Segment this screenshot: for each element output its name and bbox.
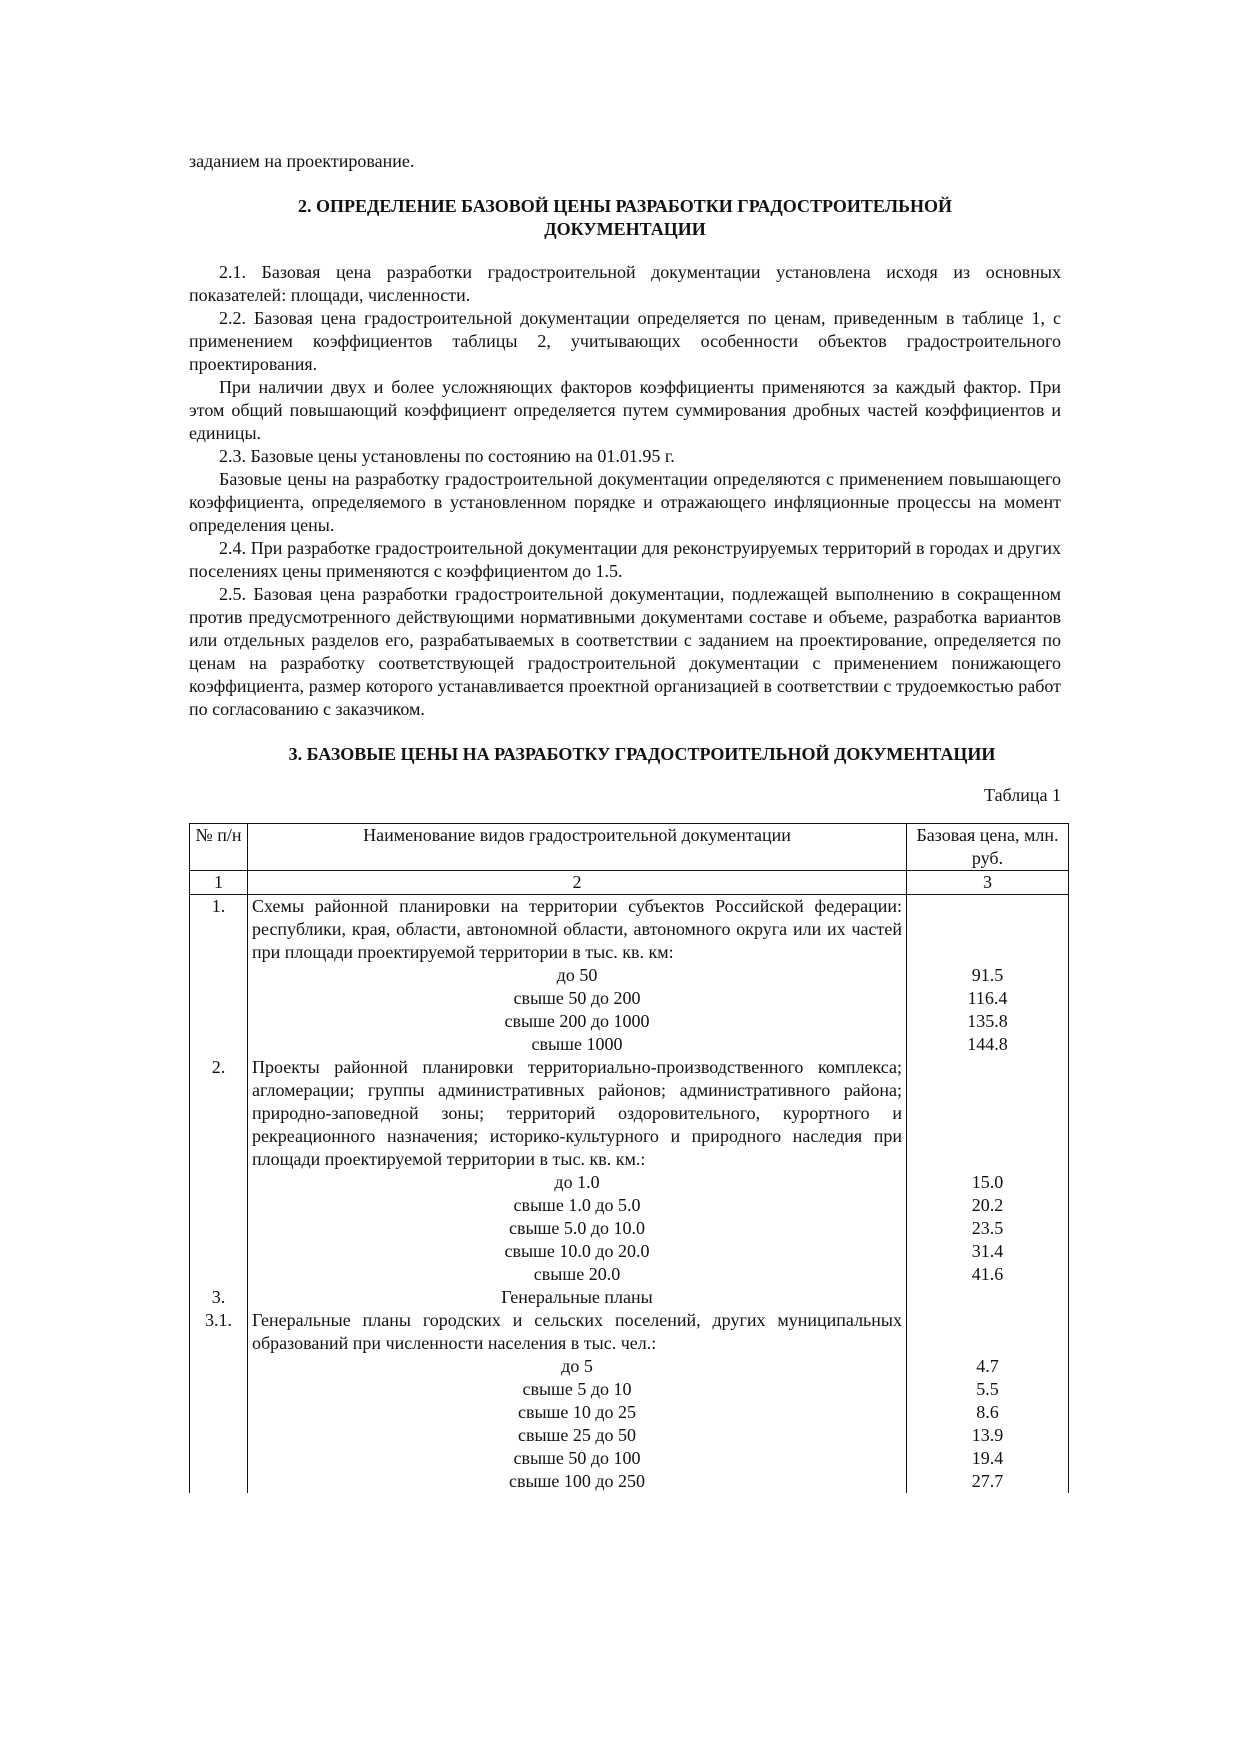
table-body [190,895,1069,1494]
row-name-cell: свыше 10 до 25 [248,1401,907,1424]
row-price-cell: 20.2 [907,1194,1069,1217]
row-price-cell [907,895,1069,965]
row-name-cell: свыше 1.0 до 5.0 [248,1194,907,1217]
table-caption: Таблица 1 [984,785,1061,805]
table-row [190,1401,1069,1424]
row-number-cell [190,1217,248,1240]
table-header-row [190,824,1069,871]
column-number: 2 [248,871,907,895]
table-row [190,1378,1069,1401]
table-row [190,1424,1069,1447]
table-row [190,1217,1069,1240]
table-row [190,1286,1069,1309]
row-number-cell [190,1401,248,1424]
header-price: Базовая цена, млн. руб. [907,824,1069,871]
row-price-cell: 31.4 [907,1240,1069,1263]
table-row [190,987,1069,1010]
row-name-cell: свыше 1000 [248,1033,907,1056]
row-name-cell: свыше 5 до 10 [248,1378,907,1401]
header-no: № п/н [190,824,248,871]
header-name: Наименование видов градостроительной документации [248,824,907,871]
row-number-cell [190,1240,248,1263]
row-price-cell [907,1056,1069,1171]
row-price-cell: 116.4 [907,987,1069,1010]
row-number-cell [190,1378,248,1401]
price-table [189,823,1069,1493]
table-row [190,1263,1069,1286]
row-name-cell: Генеральные планы [248,1286,907,1309]
intro-line: заданием на проектирование. [189,151,415,171]
row-number-cell [190,1194,248,1217]
section-2-title: 2. ОПРЕДЕЛЕНИЕ БАЗОВОЙ ЦЕНЫ РАЗРАБОТКИ ГРАДОСТРОИТЕЛЬНОЙ ДОКУМЕНТАЦИИ [298,196,952,239]
table-column-numbers-row [190,871,1069,895]
row-price-cell: 19.4 [907,1447,1069,1470]
row-number-cell: 2. [190,1056,248,1171]
row-name-cell: свыше 50 до 200 [248,987,907,1010]
row-name-cell: Проекты районной планировки территориально-производственного комплекса; агломерации; группы административных районов; административного района; природно-заповедной зоны; территорий оздоровительного, курортного и рекреационного назначения; историко-культурного и природного наследия при площади проектируемой территории в тыс. кв. км.: [248,1056,907,1171]
row-price-cell: 15.0 [907,1171,1069,1194]
row-price-cell: 5.5 [907,1378,1069,1401]
row-number-cell [190,1033,248,1056]
row-number-cell [190,1470,248,1493]
row-name-cell: до 1.0 [248,1171,907,1194]
row-price-cell: 8.6 [907,1401,1069,1424]
row-price-cell: 4.7 [907,1355,1069,1378]
section-3-title: 3. БАЗОВЫЕ ЦЕНЫ НА РАЗРАБОТКУ ГРАДОСТРОИТЕЛЬНОЙ ДОКУМЕНТАЦИИ [288,744,996,764]
row-number-cell: 3.1. [190,1309,248,1355]
row-name-cell: свыше 100 до 250 [248,1470,907,1493]
row-name-cell: Генеральные планы городских и сельских поселений, других муниципальных образований при численности населения в тыс. чел.: [248,1309,907,1355]
table-row [190,1240,1069,1263]
paragraph-factors: При наличии двух и более усложняющих факторов коэффициенты применяются за каждый фактор. При этом общий повышающий коэффициент определяется путем суммирования дробных частей коэффициентов и единицы. [189,377,1061,443]
paragraph-base-prices: Базовые цены на разработку градостроительной документации определяются с применением повышающего коэффициента, определяемого в установленном порядке и отражающего инфляционные процессы на момент определения цены. [189,469,1061,535]
row-price-cell: 23.5 [907,1217,1069,1240]
row-number-cell [190,1263,248,1286]
table-row [190,1010,1069,1033]
row-name-cell: свыше 25 до 50 [248,1424,907,1447]
table-row [190,964,1069,987]
row-price-cell [907,1286,1069,1309]
table-row [190,1033,1069,1056]
column-number: 1 [190,871,248,895]
table-row [190,1447,1069,1470]
row-name-cell: свыше 20.0 [248,1263,907,1286]
table-row [190,895,1069,965]
document-page [189,150,1061,1493]
row-name-cell: свыше 10.0 до 20.0 [248,1240,907,1263]
row-number-cell [190,1171,248,1194]
column-number: 3 [907,871,1069,895]
row-number-cell: 3. [190,1286,248,1309]
row-name-cell: Схемы районной планировки на территории субъектов Российской федерации: республики, края, области, автономной области, автономного округа или их частей при площади проектируемой территории в тыс. кв. км: [248,895,907,965]
paragraph-2-3: 2.3. Базовые цены установлены по состоянию на 01.01.95 г. [219,446,675,466]
table-row [190,1470,1069,1493]
row-price-cell: 91.5 [907,964,1069,987]
row-name-cell: свыше 50 до 100 [248,1447,907,1470]
row-name-cell: свыше 5.0 до 10.0 [248,1217,907,1240]
table-row [190,1194,1069,1217]
table-row [190,1171,1069,1194]
table-row [190,1309,1069,1355]
row-price-cell: 27.7 [907,1470,1069,1493]
row-price-cell [907,1309,1069,1355]
row-number-cell [190,1355,248,1378]
paragraph-2-5: 2.5. Базовая цена разработки градостроительной документации, подлежащей выполнению в сокращенном против предусмотренного действующими нормативными документами составе и объеме, разработка вариантов или отдельных разделов его, разрабатываемых в соответствии с заданием на проектирование, определяется по ценам на разработку соответствующей градостроительной документации с применением понижающего коэффициента, размер которого устанавливается проектной организацией в соответствии с трудоемкостью работ по согласованию с заказчиком. [189,584,1061,719]
row-number-cell [190,1424,248,1447]
row-price-cell: 135.8 [907,1010,1069,1033]
paragraph-2-1: 2.1. Базовая цена разработки градостроительной документации установлена исходя из основных показателей: площади, численности. [189,262,1061,305]
row-number-cell: 1. [190,895,248,965]
table-row [190,1056,1069,1171]
row-number-cell [190,964,248,987]
row-name-cell: свыше 200 до 1000 [248,1010,907,1033]
paragraph-2-2: 2.2. Базовая цена градостроительной документации определяется по ценам, приведенным в таблице 1, с применением коэффициентов таблицы 2, учитывающих особенности объектов градостроительного проектирования. [189,308,1061,374]
row-price-cell: 41.6 [907,1263,1069,1286]
row-number-cell [190,1010,248,1033]
table-row [190,1355,1069,1378]
row-number-cell [190,987,248,1010]
row-price-cell: 144.8 [907,1033,1069,1056]
row-price-cell: 13.9 [907,1424,1069,1447]
row-name-cell: до 5 [248,1355,907,1378]
row-name-cell: до 50 [248,964,907,987]
row-number-cell [190,1447,248,1470]
paragraph-2-4: 2.4. При разработке градостроительной документации для реконструируемых территорий в городах и других поселениях цены применяются с коэффициентом до 1.5. [189,538,1061,581]
